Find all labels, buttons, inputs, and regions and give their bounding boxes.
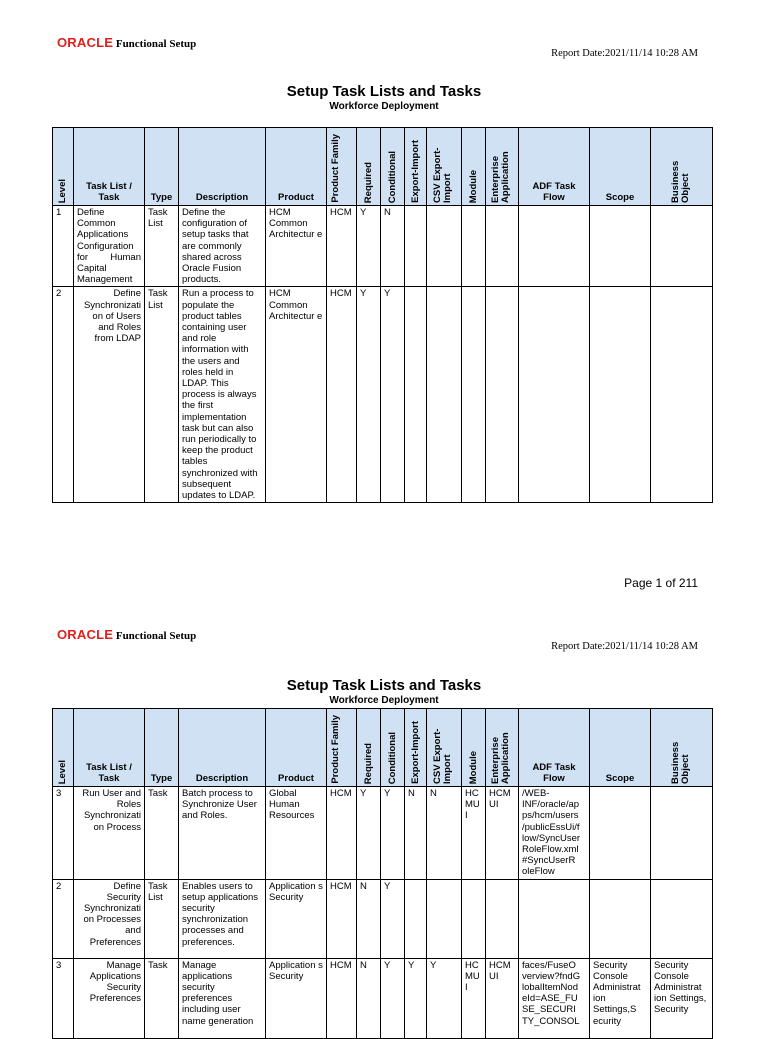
cell-enterprise-application <box>486 287 519 503</box>
cell-type: Task List <box>145 879 179 958</box>
report-date: Report Date:2021/11/14 10:28 AM <box>551 48 698 59</box>
cell-scope <box>590 287 651 503</box>
col-csv-export-import: CSV Export-Import <box>427 128 462 206</box>
col-business-object: Business Object <box>651 128 713 206</box>
col-description: Description <box>179 128 266 206</box>
cell-product-family: HCM <box>327 958 357 1038</box>
cell-product: Global Human Resources <box>266 787 327 880</box>
cell-business-object: Security Console Administrat ion Settings, Security <box>651 958 713 1038</box>
col-description: Description <box>179 709 266 787</box>
cell-module <box>462 879 486 958</box>
cell-export-import: N <box>405 787 427 880</box>
document-page-2 <box>0 600 768 1027</box>
col-export-import: Export-Import <box>405 709 427 787</box>
cell-enterprise-application <box>486 879 519 958</box>
cell-type: Task <box>145 958 179 1038</box>
col-export-import: Export-Import <box>405 128 427 206</box>
cell-export-import <box>405 879 427 958</box>
cell-type: Task List <box>145 206 179 287</box>
cell-export-import <box>405 287 427 503</box>
page-number: Page 1 of 211 <box>624 576 698 590</box>
cell-product-family: HCM <box>327 206 357 287</box>
cell-required: Y <box>357 787 381 880</box>
task-table <box>52 127 713 503</box>
col-type: Type <box>145 709 179 787</box>
col-conditional: Conditional <box>381 128 405 206</box>
cell-required: N <box>357 879 381 958</box>
col-business-object: Business Object <box>651 709 713 787</box>
cell-csv-export-import: N <box>427 787 462 880</box>
cell-business-object <box>651 879 713 958</box>
cell-product: HCM Common Architectur e <box>266 206 327 287</box>
cell-adf-task-flow <box>519 206 590 287</box>
cell-adf-task-flow: faces/FuseO verview?fndG lobalItemNod eId=ASE_FU SE_SECURI TY_CONSOL <box>519 958 590 1038</box>
cell-type: Task List <box>145 287 179 503</box>
report-date: Report Date:2021/11/14 10:28 AM <box>551 641 698 652</box>
cell-product: HCM Common Architectur e <box>266 287 327 503</box>
cell-enterprise-application <box>486 206 519 287</box>
table-row <box>53 287 713 503</box>
cell-product-family: HCM <box>327 787 357 880</box>
cell-description: Define the configuration of setup tasks that are commonly shared across Oracle Fusion products. <box>179 206 266 287</box>
cell-adf-task-flow: /WEB-INF/oracle/ap ps/hcm/users /publicEssUi/f low/SyncUser RoleFlow.xml #SyncUserR oleFlow <box>519 787 590 880</box>
cell-level: 2 <box>53 879 74 958</box>
cell-task: Run User and Roles Synchronizati on Process <box>74 787 145 880</box>
col-product: Product <box>266 128 327 206</box>
page-title: Setup Task Lists and Tasks <box>286 677 482 694</box>
col-csv-export-import: CSV Export-Import <box>427 709 462 787</box>
cell-product: Application s Security <box>266 958 327 1038</box>
col-module: Module <box>462 709 486 787</box>
table-row <box>53 879 713 958</box>
cell-task: Define Security Synchronizati on Processes and Preferences <box>74 879 145 958</box>
cell-product-family: HCM <box>327 879 357 958</box>
cell-csv-export-import: Y <box>427 958 462 1038</box>
cell-type: Task <box>145 787 179 880</box>
col-adf-task-flow: ADF Task Flow <box>519 128 590 206</box>
cell-task: Manage Applications Security Preferences <box>74 958 145 1038</box>
cell-module <box>462 287 486 503</box>
cell-description: Manage applications security preferences including user name generation <box>179 958 266 1038</box>
col-task: Task List / Task <box>74 128 145 206</box>
cell-scope <box>590 787 651 880</box>
cell-scope <box>590 879 651 958</box>
col-required: Required <box>357 709 381 787</box>
cell-module: HC MU I <box>462 958 486 1038</box>
table-row <box>53 206 713 287</box>
cell-csv-export-import <box>427 879 462 958</box>
cell-module: HC MU I <box>462 787 486 880</box>
cell-level: 1 <box>53 206 74 287</box>
cell-conditional: Y <box>381 958 405 1038</box>
cell-enterprise-application: HCM UI <box>486 787 519 880</box>
cell-scope: Security Console Administrat ion Settings,S ecurity <box>590 958 651 1038</box>
cell-conditional: Y <box>381 287 405 503</box>
col-scope: Scope <box>590 128 651 206</box>
col-level: Level <box>53 128 74 206</box>
cell-scope <box>590 206 651 287</box>
logo-text: Functional Setup <box>115 38 197 50</box>
col-required: Required <box>357 128 381 206</box>
cell-required: Y <box>357 287 381 503</box>
col-adf-task-flow: ADF Task Flow <box>519 709 590 787</box>
col-level: Level <box>53 709 74 787</box>
col-type: Type <box>145 128 179 206</box>
table-row <box>53 958 713 1038</box>
cell-required: N <box>357 958 381 1038</box>
page-subtitle: Workforce Deployment <box>329 695 439 706</box>
cell-business-object <box>651 787 713 880</box>
cell-module <box>462 206 486 287</box>
cell-adf-task-flow <box>519 287 590 503</box>
cell-csv-export-import <box>427 206 462 287</box>
col-enterprise-application: Enterprise Application <box>486 709 519 787</box>
cell-enterprise-application: HCM UI <box>486 958 519 1038</box>
cell-export-import: Y <box>405 958 427 1038</box>
cell-conditional: N <box>381 206 405 287</box>
oracle-logo: ORACLE Functional Setup <box>57 35 197 50</box>
cell-required: Y <box>357 206 381 287</box>
page-subtitle: Workforce Deployment <box>329 101 439 112</box>
cell-description: Enables users to setup applications security synchronization processes and preferences. <box>179 879 266 958</box>
col-product-family: Product Family <box>327 128 357 206</box>
cell-level: 2 <box>53 287 74 503</box>
cell-product-family: HCM <box>327 287 357 503</box>
cell-product: Application s Security <box>266 879 327 958</box>
cell-description: Batch process to Synchronize User and Roles. <box>179 787 266 880</box>
cell-level: 3 <box>53 958 74 1038</box>
col-enterprise-application: Enterprise Application <box>486 128 519 206</box>
cell-description: Run a process to populate the product tables containing user and role information with the users and roles held in LDAP. This process is always the first implementation task but can also run periodically to keep the product tables synchronized with subsequent updates to LDAP. <box>179 287 266 503</box>
cell-conditional: Y <box>381 879 405 958</box>
col-product: Product <box>266 709 327 787</box>
oracle-logo: ORACLE Functional Setup <box>57 627 197 642</box>
col-scope: Scope <box>590 709 651 787</box>
table-header <box>53 128 713 206</box>
cell-business-object <box>651 206 713 287</box>
cell-csv-export-import <box>427 287 462 503</box>
cell-level: 3 <box>53 787 74 880</box>
col-module: Module <box>462 128 486 206</box>
page-title: Setup Task Lists and Tasks <box>286 83 482 100</box>
cell-task: Define Common Applications Configuration for Human Capital Management <box>74 206 145 287</box>
col-product-family: Product Family <box>327 709 357 787</box>
cell-task: Define Synchronizati on of Users and Roles from LDAP <box>74 287 145 503</box>
table-header <box>53 709 713 787</box>
col-conditional: Conditional <box>381 709 405 787</box>
col-task: Task List / Task <box>74 709 145 787</box>
table-row <box>53 787 713 880</box>
task-table <box>52 708 713 1039</box>
cell-business-object <box>651 287 713 503</box>
logo-text: Functional Setup <box>115 630 197 642</box>
cell-export-import <box>405 206 427 287</box>
cell-conditional: Y <box>381 787 405 880</box>
cell-adf-task-flow <box>519 879 590 958</box>
